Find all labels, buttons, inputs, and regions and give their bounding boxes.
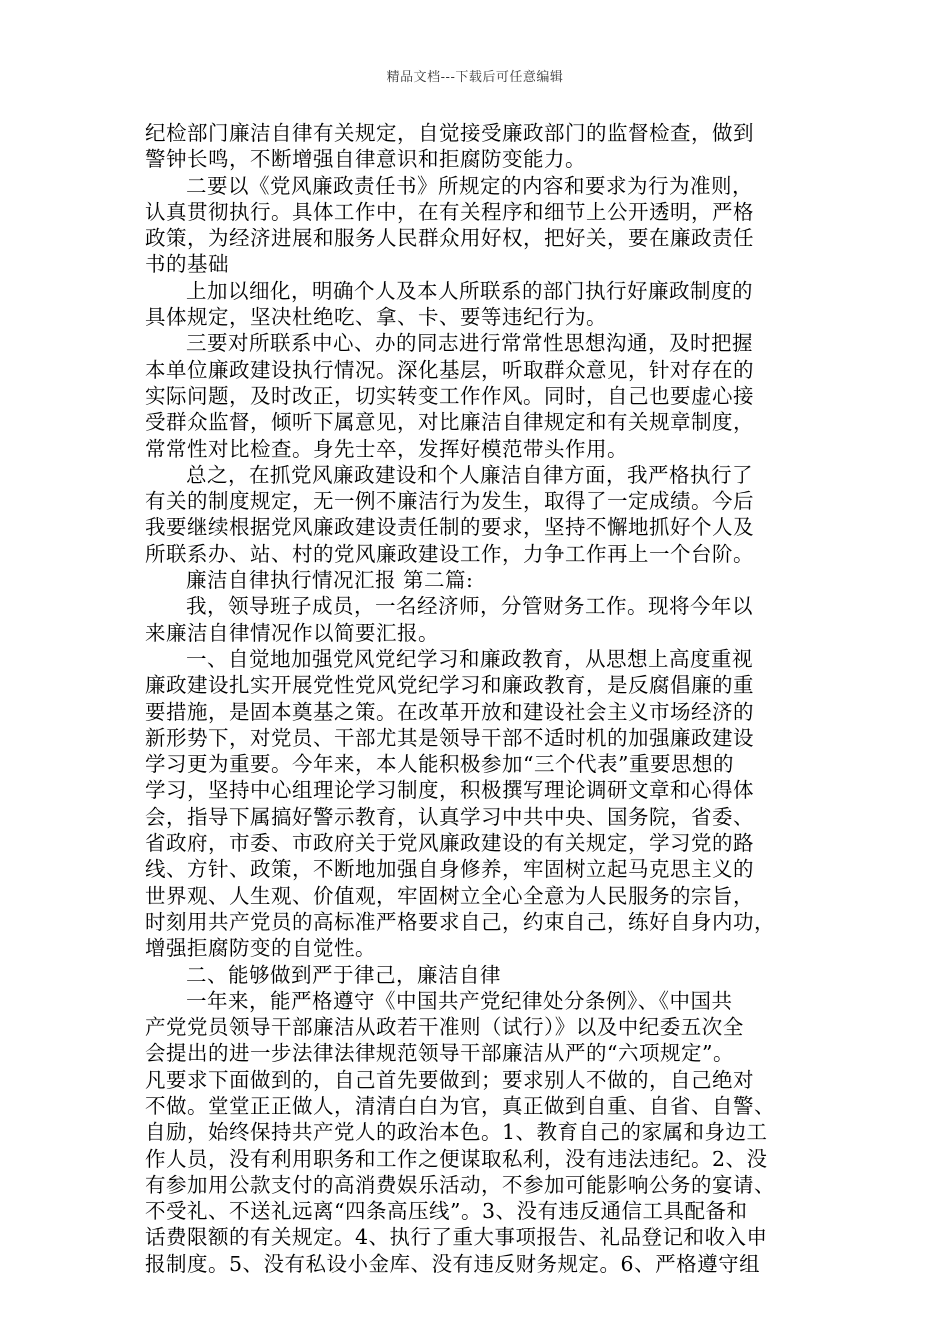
text-line: 警钟长鸣，不断增强自律意识和拒腐防变能力。 xyxy=(145,147,586,172)
text-line: 话费限额的有关规定。4、执行了重大事项报告、礼品登记和收入申 xyxy=(145,1225,768,1250)
text-line: 受群众监督，倾听下属意见，对比廉洁自律规定和有关规章制度， xyxy=(145,410,754,435)
text-line: 本单位廉政建设执行情况。深化基层，听取群众意见，针对存在的 xyxy=(145,357,754,382)
text-line: 学习更为重要。今年来，本人能积极参加“三个代表”重要思想的 xyxy=(145,752,734,777)
text-line: 总之，在抓党风廉政建设和个人廉洁自律方面，我严格执行了 xyxy=(186,462,753,487)
document-body xyxy=(145,120,815,1277)
text-line: 新形势下，对党员、干部尤其是领导干部不适时机的加强廉政建设 xyxy=(145,725,754,750)
text-line: 有参加用公款支付的高消费娱乐活动，不参加可能影响公务的宴请、 xyxy=(145,1172,775,1197)
text-line: 我要继续根据党风廉政建设责任制的要求，坚持不懈地抓好个人及 xyxy=(145,515,754,540)
text-line: 增强拒腐防变的自觉性。 xyxy=(145,936,376,961)
text-line: 不受礼、不送礼远离“四条高压线”。3、没有违反通信工具配备和 xyxy=(145,1199,748,1224)
text-line: 会，指导下属搞好警示教育，认真学习中共中央、国务院，省委、 xyxy=(145,804,754,829)
text-line: 我，领导班子成员，一名经济师，分管财务工作。现将今年以 xyxy=(186,594,753,619)
text-line: 自励，始终保持共产党人的政治本色。1、教育自己的家属和身边工 xyxy=(145,1120,768,1145)
text-line: 会提出的进一步法律法律规范领导干部廉洁从严的“六项规定”。 xyxy=(145,1041,734,1066)
text-line: 有关的制度规定，无一例不廉洁行为发生，取得了一定成绩。今后 xyxy=(145,489,754,514)
text-line: 产党党员领导干部廉洁从政若干准则（试行）》以及中纪委五次全 xyxy=(145,1015,744,1040)
text-line: 实际问题，及时改正，切实转变工作作风。同时，自己也要虚心接 xyxy=(145,383,754,408)
text-line: 世界观、人生观、价值观，牢固树立全心全意为人民服务的宗旨， xyxy=(145,883,754,908)
text-line: 作人员，没有利用职务和工作之便谋取私利，没有违法违纪。2、没 xyxy=(145,1146,768,1171)
text-line: 书的基础 xyxy=(145,252,229,277)
text-line: 不做。堂堂正正做人，清清白白为官，真正做到自重、自省、自警、 xyxy=(145,1093,775,1118)
text-line: 廉政建设扎实开展党性党风党纪学习和廉政教育，是反腐倡廉的重 xyxy=(145,673,754,698)
text-line: 报制度。5、没有私设小金库、没有违反财务规定。6、严格遵守组 xyxy=(145,1251,761,1276)
text-line: 来廉洁自律情况作以简要汇报。 xyxy=(145,620,439,645)
text-line: 要措施，是固本奠基之策。在改革开放和建设社会主义市场经济的 xyxy=(145,699,754,724)
text-line: 廉洁自律执行情况汇报 第二篇: xyxy=(186,568,474,593)
text-line: 认真贯彻执行。具体工作中，在有关程序和细节上公开透明，严格 xyxy=(145,199,754,224)
text-line: 上加以细化，明确个人及本人所联系的部门执行好廉政制度的 xyxy=(186,278,753,303)
text-line: 线、方针、政策，不断地加强自身修养，牢固树立起马克思主义的 xyxy=(145,857,754,882)
text-line: 纪检部门廉洁自律有关规定，自觉接受廉政部门的监督检查，做到 xyxy=(145,121,754,145)
text-line: 时刻用共产党员的高标准严格要求自己，约束自己，练好自身内功， xyxy=(145,909,775,934)
text-line: 三要对所联系中心、办的同志进行常常性思想沟通，及时把握 xyxy=(186,331,753,356)
text-line: 一年来，能严格遵守《中国共产党纪律处分条例》、《中国共 xyxy=(186,988,733,1013)
text-line: 具体规定，坚决杜绝吃、拿、卡、要等违纪行为。 xyxy=(145,305,607,330)
text-line: 二、能够做到严于律己，廉洁自律 xyxy=(186,962,501,987)
page-header: 精品文档---下载后可任意编辑 xyxy=(386,70,564,85)
text-line: 学习，坚持中心组理论学习制度，积极撰写理论调研文章和心得体 xyxy=(145,778,754,803)
text-line: 一、自觉地加强党风党纪学习和廉政教育，从思想上高度重视 xyxy=(186,646,753,671)
text-line: 政策，为经济进展和服务人民群众用好权，把好关，要在廉政责任 xyxy=(145,226,754,251)
text-line: 二要以《党风廉政责任书》所规定的内容和要求为行为准则， xyxy=(186,173,753,198)
text-line: 凡要求下面做到的，自己首先要做到；要求别人不做的，自己绝对 xyxy=(145,1067,754,1092)
text-line: 省政府，市委、市政府关于党风廉政建设的有关规定，学习党的路 xyxy=(145,831,754,856)
text-line: 所联系办、站、村的党风廉政建设工作，力争工作再上一个台阶。 xyxy=(145,541,754,566)
text-line: 常常性对比检查。身先士卒，发挥好模范带头作用。 xyxy=(145,436,628,461)
